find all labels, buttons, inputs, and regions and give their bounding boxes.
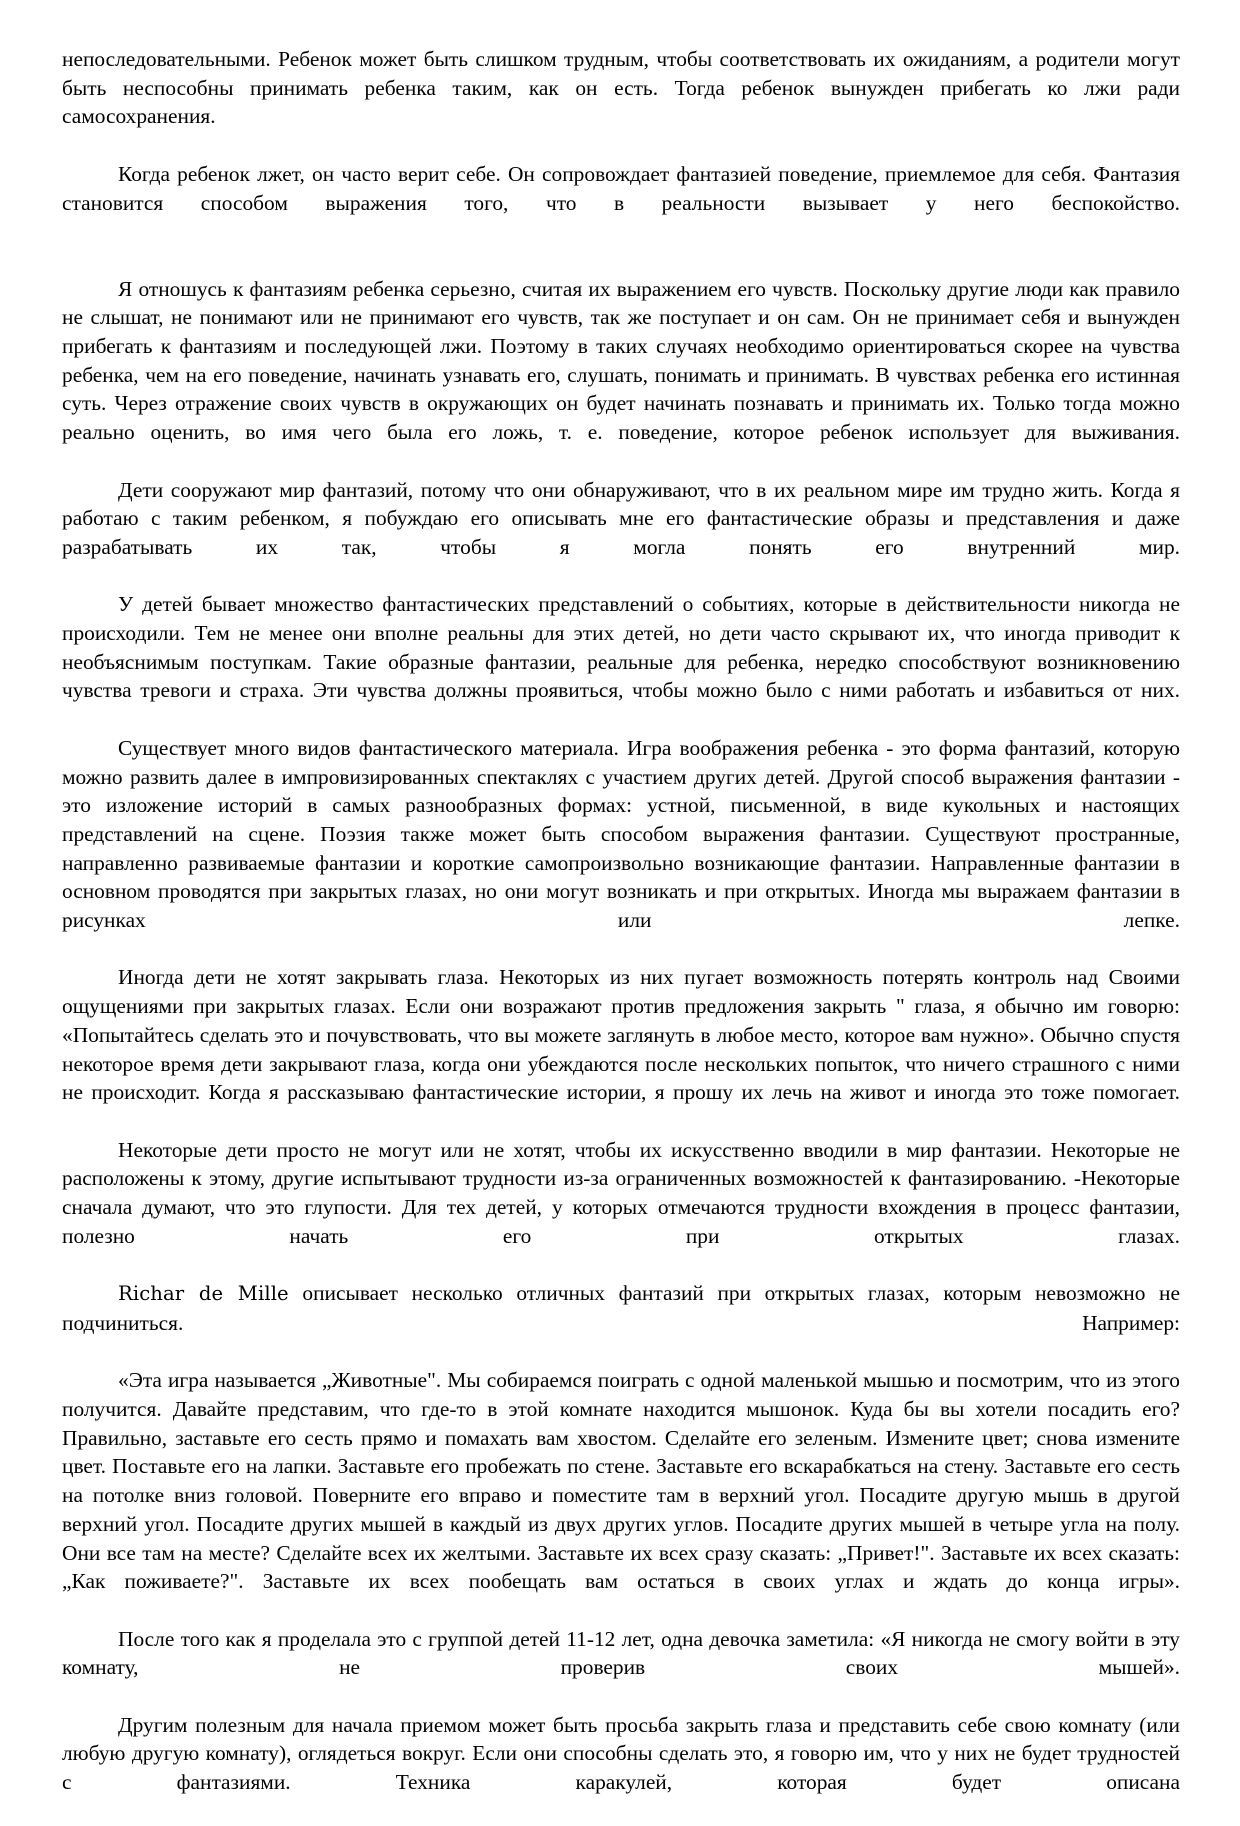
paragraph-9-text: описывает несколько отличных фантазий при открытых глазах, которым невозможно не подчиниться. Например: <box>62 1281 1180 1335</box>
paragraph-10-animals-game: «Эта игра называется „Животные". Мы собираемся поиграть с одной маленькой мышью и посмотрим, что из этого получится. Давайте представим, что где-то в этой комнате находится мышонок. Куда бы вы хотели посадить его? Правильно, заставьте его сесть прямо и помахать вам хвостом. Сделайте его зеленым. Измените цвет; снова измените цвет. Поставьте его на лапки. Заставьте его пробежать по стене. Заставьте его вскарабкаться на стену. Заставьте его сесть на потолке вниз головой. Поверните его вправо и поместите там в верхний угол. Посадите другую мышь в другой верхний угол. Посадите других мышей в каждый из двух других углов. Посадите других мышей в четыре угла на полу. Они все там на месте? Сделайте всех их желтыми. Заставьте их всех сразу сказать: „Привет!". Заставьте их всех сказать: „Как поживаете?". Заставьте их всех пообещать вам остаться в своих углах и ждать до конца игры». <box>62 1368 1180 1594</box>
paragraph-2: Когда ребенок лжет, он часто верит себе. Он сопровождает фантазией поведение, приемлемое для себя. Фантазия становится способом выражения того, что в реальности вызывает у него беспокойство. <box>62 161 1180 215</box>
paragraph-6: Существует много видов фантастического материала. Игра воображения ребенка - это форма фантазий, которую можно развить далее в импровизированных спектаклях с участием других детей. Другой способ выражения фантазии - это изложение историй в самых разнообразных формах: устной, письменной, в виде кукольных и настоящих представлений на сцене. Поэзия также может быть способом выражения фантазии. Существуют пространные, направленно развиваемые фантазии и короткие самопроизвольно возникающие фантазии. Направленные фантазии в основном проводятся при закрытых глазах, но они могут возникать и при открытых. Иногда мы выражаем фантазии в рисунках или лепке. <box>62 735 1180 933</box>
paragraph-9-author-reference <box>62 1279 1180 1366</box>
paragraph-5: У детей бывает множество фантастических представлений о событиях, которые в действительности никогда не происходили. Тем не менее они вполне реальны для этих детей, но дети часто скрывают их, что иногда приводит к необъяснимым поступкам. Такие образные фантазии, реальные для ребенка, нередко способствуют возникновению чувства тревоги и страха. Эти чувства должны проявиться, чтобы можно было с ними работать и избавиться от них. <box>62 592 1180 703</box>
paragraph-4: Дети сооружают мир фантазий, потому что они обнаруживают, что в их реальном мире им трудно жить. Когда я работаю с таким ребенком, я побуждаю его описывать мне его фантастические образы и представления и даже разрабатывать их так, чтобы я могла понять его внутренний мир. <box>62 477 1180 559</box>
paragraph-8: Некоторые дети просто не могут или не хотят, чтобы их искусственно вводили в мир фантазии. Некоторые не расположены к этому, другие испытывают трудности из-за ограниченных возможностей к фантазированию. -Некоторые сначала думают, что это глупости. Для тех детей, у которых отмечаются трудности вхождения в процесс фантазии, полезно начать его при открытых глазах. <box>62 1137 1180 1248</box>
paragraph-1: непоследовательными. Ребенок может быть слишком трудным, чтобы соответствовать их ожиданиям, а родители могут быть неспособны принимать ребенка таким, как он есть. Тогда ребенок вынужден прибегать ко лжи ради самосохранения. <box>62 47 1180 129</box>
paragraph-12: Другим полезным для начала приемом может быть просьба закрыть глаза и представить себе свою комнату (или любую другую комнату), оглядеться вокруг. Если они способны сделать это, я говорю им, что у них не будет трудностей с фантазиями. Техника каракулей, которая будет описана <box>62 1712 1180 1795</box>
paragraph-7: Иногда дети не хотят закрывать глаза. Некоторых из них пугает возможность потерять контроль над Своими ощущениями при закрытых глазах. Если они возражают против предложения закрыть " глаза, я обычно им говорю: «Попытайтесь сделать это и почувствовать, что вы можете заглянуть в любое место, которое вам нужно». Обычно спустя некоторое время дети закрывают глаза, когда они убеждаются после нескольких попыток, что ничего страшного с ними не происходит. Когда я рассказываю фантастические истории, я прошу их лечь на живот и иногда это тоже помогает. <box>62 965 1180 1105</box>
document-text-body <box>62 45 1180 1826</box>
author-name-richard-de-mille: Richar de Mille <box>118 1282 289 1306</box>
paragraph-3: Я отношусь к фантазиям ребенка серьезно, считая их выражением его чувств. Поскольку другие люди как правило не слышат, не понимают или не принимают его чувств, так же поступает и он сам. Он не принимает себя и вынужден прибегать к фантазиям и последующей лжи. Поэтому в таких случаях необходимо ориентироваться скорее на чувства ребенка, чем на его поведение, начинать узнавать его, слушать, понимать и принимать. В чувствах ребенка его истинная суть. Через отражение своих чувств в окружающих он будет начинать познавать и принимать их. Только тогда можно реально оценить, во имя чего была его ложь, т. е. поведение, которое ребенок использует для выживания. <box>62 276 1180 445</box>
paragraph-11: После того как я проделала это с группой детей 11-12 лет, одна девочка заметила: «Я никогда не смогу войти в эту комнату, не проверив своих мышей». <box>62 1626 1180 1680</box>
